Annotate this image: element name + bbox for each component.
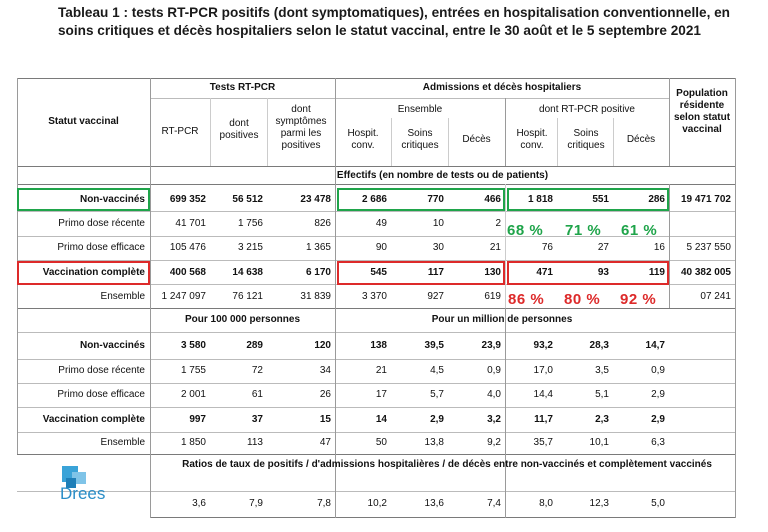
table-cell: 5,7 [430,389,444,400]
table-cell: 11,7 [534,414,553,425]
table-cell: 23,9 [481,340,501,351]
table-cell: 14 [375,414,387,425]
table-cell: 90 [375,242,387,253]
table-cell: 2 [495,218,501,229]
section-per-100k: Pour 100 000 personnes [184,314,301,325]
row-label: Non-vaccinés [79,340,145,351]
ratio-cell: 7,4 [487,498,501,509]
header-ensemble: Ensemble [397,104,443,115]
table-cell: 19 471 702 [680,194,731,205]
table-cell: 2,9 [651,414,665,425]
table-cell: 3 580 [180,340,206,351]
ratio-cell: 5,0 [651,498,665,509]
table-cell: 927 [427,291,444,302]
table-cell: 1 850 [180,437,206,448]
annotation-red-1: 86 % [508,291,545,308]
table-cell: 471 [536,267,553,278]
rule [17,454,736,455]
header-statut: Statut vaccinal [48,116,119,127]
section-per-million: Pour un million de personnes [431,314,573,325]
table-cell: 3,5 [595,365,609,376]
table-cell: 1 247 097 [161,291,206,302]
table-cell: 31 839 [300,291,331,302]
rule [17,332,736,333]
header-soins-pos: Soins critiques [567,128,605,151]
table-cell: 17,0 [533,365,553,376]
table-cell: 466 [484,194,501,205]
table-cell: 10 [432,218,444,229]
table-cell: 289 [246,340,263,351]
rule [17,383,736,384]
ratio-cell: 3,6 [192,498,206,509]
table-cell: 27 [597,242,609,253]
table-cell: 30 [432,242,444,253]
table-cell: 37 [251,414,263,425]
table-cell: 138 [370,340,387,351]
row-label: Vaccination complète [42,267,145,278]
header-rtpcr: RT-PCR [161,126,199,137]
table-cell: 113 [247,437,263,448]
annotation-red-2: 80 % [564,291,601,308]
table-cell: 47 [319,437,331,448]
table-cell: 3 370 [361,291,387,302]
rule [17,359,736,360]
table-cell: 40 382 005 [680,267,731,278]
highlight-nonvax-label [17,188,150,211]
header-admissions: Admissions et décès hospitaliers [422,82,582,93]
table-cell: 50 [375,437,387,448]
rule [335,98,669,99]
highlight-vax-label [17,261,150,285]
row-label: Ensemble [100,437,145,448]
annotation-red-3: 92 % [620,291,657,308]
table-cell: 997 [189,414,206,425]
table-cell: 2,3 [595,414,609,425]
rule [735,78,736,518]
rule [150,517,736,518]
annotation-green-2: 71 % [565,222,602,239]
row-label: Ensemble [100,291,145,302]
drees-logo [60,466,120,504]
table-cell: 49 [375,218,387,229]
table-cell: 0,9 [651,365,665,376]
row-label: Primo dose efficace [57,242,145,253]
table-cell: 1 818 [527,194,553,205]
section-ratios: Ratios de taux de positifs / d'admissions hospitalières / de décès entre non-vaccinés et complètement vaccinés [182,459,712,470]
rule [267,98,268,166]
table-cell: 699 352 [169,194,206,205]
table-cell: 1 756 [237,218,263,229]
table-cell: 14,7 [645,340,665,351]
rule [17,184,736,185]
table-cell: 130 [484,267,501,278]
data-table [17,78,736,518]
table-cell: 93,2 [533,340,553,351]
table-cell: 13,8 [424,437,444,448]
table-cell: 10,1 [589,437,609,448]
row-label: Non-vaccinés [79,194,145,205]
table-cell: 07 241 [700,291,731,302]
table-cell: 826 [314,218,331,229]
table-cell: 6,3 [651,437,665,448]
header-tests: Tests RT-PCR [209,82,276,93]
table-cell: 93 [597,267,609,278]
rule [17,166,736,167]
table-cell: 35,7 [533,437,553,448]
header-population: Population résidente selon statut vaccinal [673,88,731,135]
table-cell: 14 638 [232,267,263,278]
rule [17,308,736,309]
table-cell: 3 215 [237,242,263,253]
header-positives: dont positives [219,118,259,141]
table-title: Tableau 1 : tests RT-PCR positifs (dont symptomatiques), entrées en hospitalisation conventionnelle, en soins critiques et décès hospitaliers selon le statut vaccinal, entre le 30 août et le 5 septembre 2021 [58,5,730,38]
row-label: Primo dose récente [58,218,145,229]
header-deces-pos: Décès [626,134,656,145]
section-effectifs: Effectifs (en nombre de tests ou de patients) [336,170,549,181]
table-cell: 400 568 [169,267,206,278]
table-cell: 76 [541,242,553,253]
table-cell: 56 512 [232,194,263,205]
row-label: Vaccination complète [42,414,145,425]
header-dont-rtpcr: dont RT-PCR positive [539,104,635,115]
table-cell: 619 [484,291,501,302]
header-symptomes: dont symptômes parmi les positives [275,104,327,151]
rule [17,78,736,79]
highlight-vax-ensemble [337,261,505,285]
row-label: Primo dose efficace [57,389,145,400]
table-cell: 16 [653,242,665,253]
ratio-cell: 8,0 [539,498,553,509]
rule [391,118,392,166]
highlight-nonvax-pos [507,188,669,211]
annotation-green-3: 61 % [621,222,658,239]
table-cell: 551 [592,194,609,205]
annotation-green-1: 68 % [507,222,544,239]
table-cell: 14,4 [533,389,553,400]
table-cell: 15 [319,414,331,425]
table-cell: 545 [370,267,387,278]
table-cell: 34 [319,365,331,376]
table-cell: 770 [427,194,444,205]
table-cell: 4,0 [487,389,501,400]
ratio-cell: 7,9 [249,498,263,509]
table-cell: 9,2 [487,437,501,448]
table-cell: 61 [251,389,263,400]
table-cell: 1 755 [180,365,206,376]
rule [210,98,211,166]
ratio-cell: 12,3 [589,498,609,509]
table-cell: 3,2 [487,414,501,425]
table-cell: 286 [648,194,665,205]
table-cell: 119 [648,267,665,278]
drees-logo-text: Drees [60,484,106,503]
ratio-cell: 10,2 [367,498,387,509]
table-cell: 2,9 [430,414,444,425]
table-cell: 72 [251,365,263,376]
table-cell: 120 [314,340,331,351]
header-hospit: Hospit. conv. [347,128,379,151]
table-cell: 117 [427,267,444,278]
header-soins: Soins critiques [401,128,439,151]
ratio-cell: 13,6 [424,498,444,509]
rule [17,432,736,433]
ratio-cell: 7,8 [317,498,331,509]
table-cell: 76 121 [232,291,263,302]
rule [150,98,335,99]
rule [17,211,736,212]
highlight-vax-pos [507,261,669,285]
rule [17,491,736,492]
table-cell: 4,5 [430,365,444,376]
table-cell: 17 [375,389,387,400]
row-label: Primo dose récente [58,365,145,376]
table-cell: 5,1 [595,389,609,400]
table-cell: 2,9 [651,389,665,400]
table-cell: 26 [319,389,331,400]
table-cell: 21 [489,242,501,253]
rule [17,407,736,408]
table-cell: 21 [375,365,387,376]
table-cell: 41 701 [175,218,206,229]
table-cell: 39,5 [424,340,444,351]
table-cell: 28,3 [589,340,609,351]
rule [557,118,558,166]
highlight-nonvax-ensemble [337,188,505,211]
table-cell: 6 170 [305,267,331,278]
header-deces: Décès [462,134,491,145]
table-cell: 2 686 [361,194,387,205]
table-cell: 23 478 [300,194,331,205]
table-cell: 0,9 [487,365,501,376]
header-hospit-pos: Hospit. conv. [516,128,548,151]
table-cell: 5 237 550 [686,242,731,253]
table-cell: 2 001 [180,389,206,400]
table-cell: 1 365 [305,242,331,253]
table-cell: 105 476 [169,242,206,253]
